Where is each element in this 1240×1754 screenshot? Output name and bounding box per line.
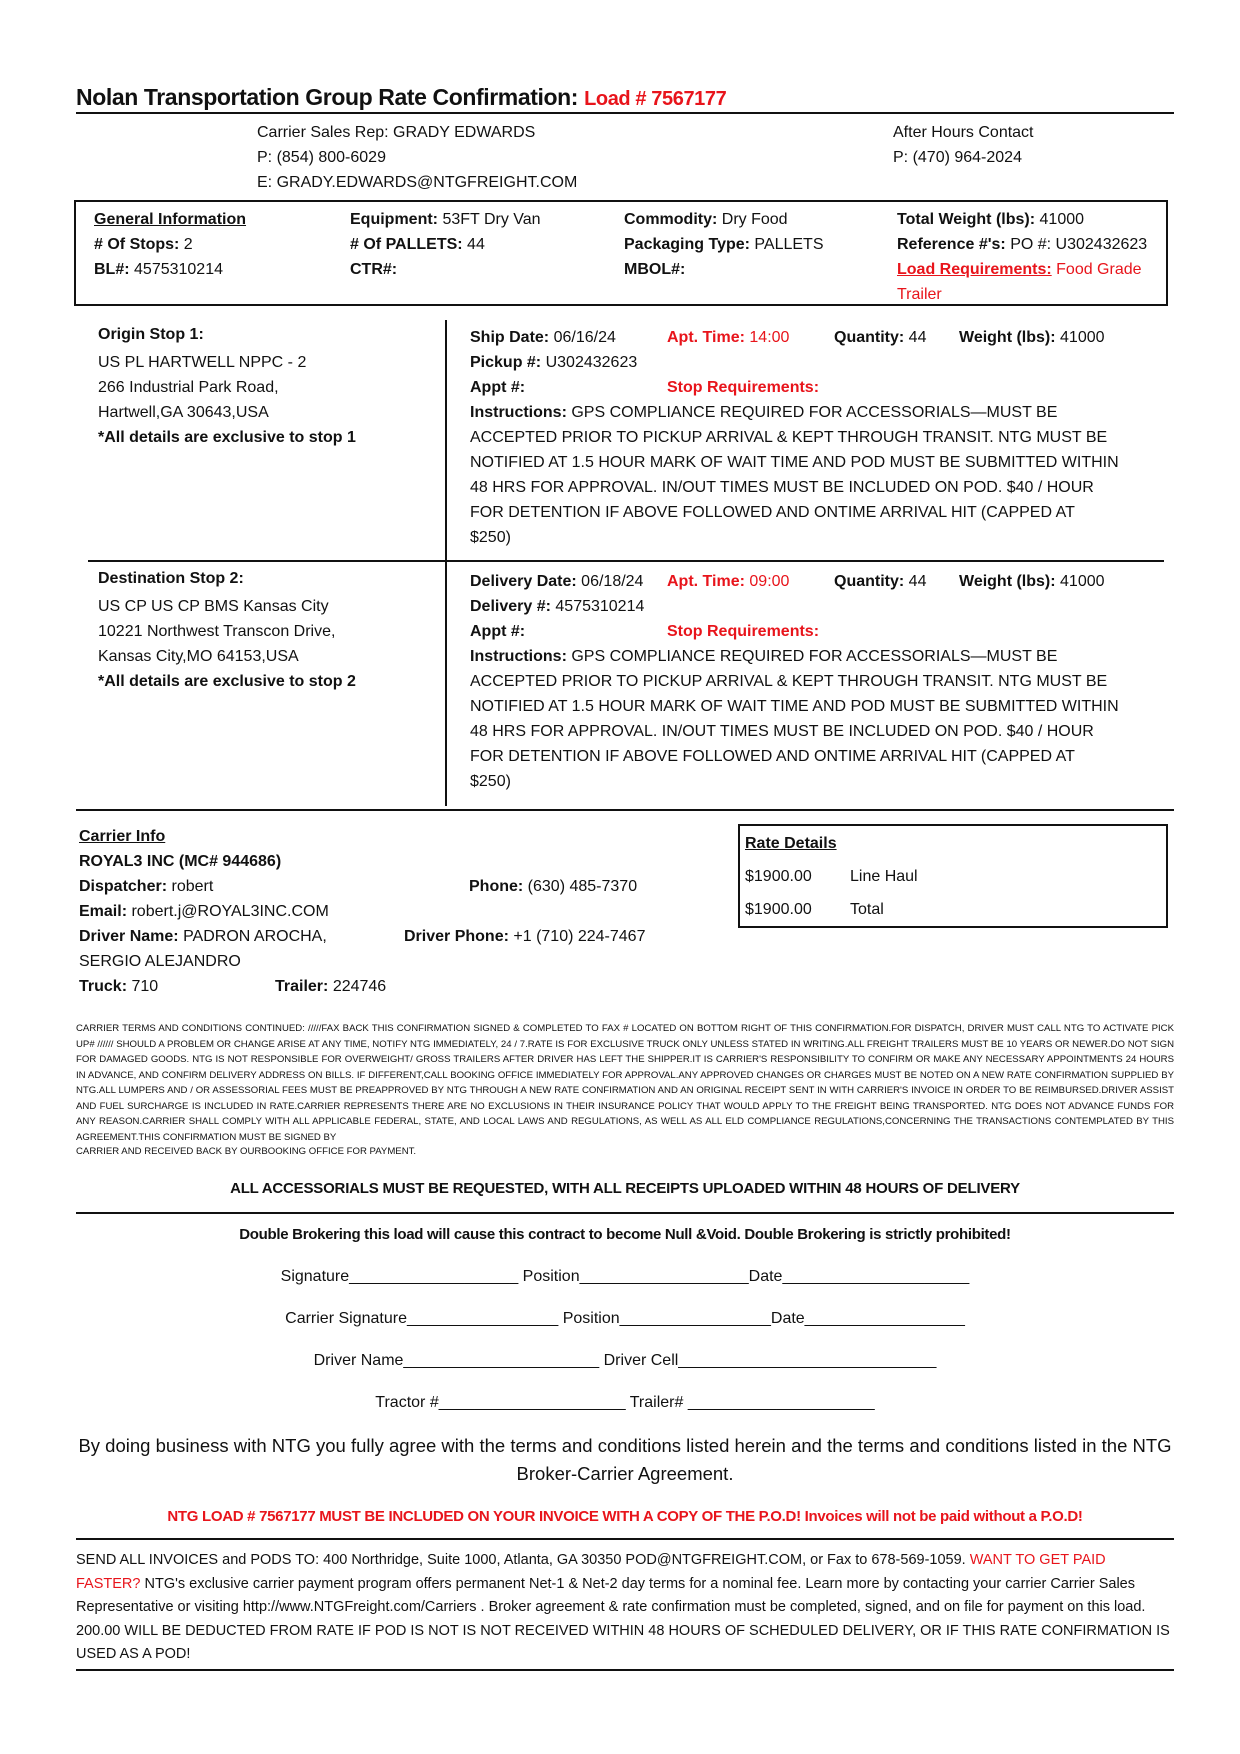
origin-appt-number: Appt #:	[470, 379, 526, 396]
truck-number: Truck: 710	[79, 978, 159, 995]
invoice-rule	[76, 1538, 1174, 1540]
sales-rep-email: E: GRADY.EDWARDS@NTGFREIGHT.COM	[257, 174, 578, 191]
load-number: Load # 7567177	[584, 88, 727, 110]
destination-weight: Weight (lbs): 41000	[959, 573, 1105, 590]
tractor-trailer-line[interactable]: Tractor #_____________________ Trailer# _____________________	[375, 1394, 875, 1411]
pallets-count: # Of PALLETS: 44	[350, 236, 485, 253]
origin-instructions: Instructions: GPS COMPLIANCE REQUIRED FOR ACCESSORIALS—MUST BE ACCEPTED PRIOR TO PICKUP ARRIVAL & KEPT THROUGH TRANSIT. NTG MUST BE NOTIFIED AT 1.5 HOUR MARK OF WAIT TIME AND POD MUST BE SUBMITTED WITHIN 48 HRS FOR APPROVAL. IN/OUT TIMES MUST BE INCLUDED ON POD. $40 / HOUR FOR DETENTION IF ABOVE FOLLOWED AND ONTIME ARRIVAL HIT (CAPPED AT $250)	[470, 404, 1119, 546]
general-info-heading: General Information	[94, 211, 247, 228]
equipment: Equipment: 53FT Dry Van	[350, 211, 541, 228]
carrier-signature-line[interactable]: Carrier Signature_________________ Position_________________Date__________________	[285, 1310, 965, 1327]
bl-number: BL#: 4575310214	[94, 261, 223, 278]
footer-instructions: SEND ALL INVOICES and PODS TO: 400 Northridge, Suite 1000, Atlanta, GA 30350 POD@NTGFREIGHT.COM, or Fax to 678-569-1059. WANT TO GET PAID FASTER? NTG's exclusive carrier payment program offers permanent Net-1 & Net-2 day terms for a nominal fee. Learn more by contacting your carrier Carrier Sales Representative or visiting http://www.NTGFreight.com/Carriers . Broker agreement & rate confirmation must be completed, signed, and on file for payment on this load. 200.00 WILL BE DEDUCTED FROM RATE IF POD IS NOT IS NOT RECEIVED WITHIN 48 HOURS OF SCHEDULED DELIVERY, OR IF THIS RATE CONFIRMATION IS USED AS A POD!	[76, 1552, 1170, 1662]
carrier-email: Email: robert.j@ROYAL3INC.COM	[79, 903, 329, 920]
trailer-number: Trailer: 224746	[275, 978, 387, 995]
stops-divider-vertical	[445, 320, 447, 806]
footer-rule	[76, 1669, 1174, 1671]
terms-last-line: CARRIER AND RECEIVED BACK BY OURBOOKING OFFICE FOR PAYMENT.	[76, 1146, 417, 1157]
carrier-phone: Phone: (630) 485-7370	[469, 878, 638, 895]
commodity: Commodity: Dry Food	[624, 211, 788, 228]
destination-address2: Kansas City,MO 64153,USA	[98, 648, 299, 665]
origin-pickup-number: Pickup #: U302432623	[470, 354, 638, 371]
terms-and-conditions: CARRIER TERMS AND CONDITIONS CONTINUED: /////FAX BACK THIS CONFIRMATION SIGNED & COMPLETED TO FAX # LOCATED ON BOTTOM RIGHT OF THIS CONFIRMATION.FOR DISPATCH, DRIVER MUST CALL NTG TO ACTIVATE PICK UP# ////// SHOULD A PROBLEM OR CHANGE ARISE AT ANY TIME, NOTIFY NTG IMMEDIATELY, 24 / 7.RATE IS FOR EXCLUSIVE TRUCK ONLY UNLESS STATED IN WRITING.ALL FREIGHT TRAILERS MUST BE 10 YEARS OR NEWER.DO NOT SIGN FOR DAMAGED GOODS. NTG IS NOT RESPONSIBLE FOR OVERWEIGHT/ GROSS TRAILERS AFTER DRIVER HAS LEFT THE SHIPPER.IT IS CARRIER'S RESPONSIBILITY TO CONFIRM OR MAKE ANY NECESSARY APPOINTMENTS 24 HOURS IN ADVANCE, AND CONFIRM DELIVERY ADDRESS ON BILLS. IF DIFFERENT,CALL BOOKING OFFICE IMMEDIATELY FOR APPROVAL.ANY APPROVED CHANGES OR CHARGES MUST BE NOTED ON A NEW RATE CONFIRMATION SUPPLIED BY NTG.ALL LUMPERS AND / OR ASSESSORIAL FEES MUST BE PREAPPROVED BY NTG THROUGH A NEW RATE CONFIRMATION AND AN ORIGINAL RECEIPT SENT IN WITH CARRIER'S INVOICE IN ORDER TO BE REIMBURSED.DRIVER ASSIST AND FUEL SURCHARGE IS INCLUDED IN RATE.CARRIER REPRESENTS THERE ARE NO EXCLUSIONS IN THEIR INSURANCE POLICY THAT WOULD APPLY TO THE FREIGHT BEING TRANSPORTED. NTG DOES NOT ADVANCE FUNDS FOR ANY REASON.CARRIER SHALL COMPLY WITH ALL APPLICABLE FEDERAL, STATE, AND LOCAL LAWS AND REGULATIONS, AS WELL AS ALL ELD COMPLIANCE REGULATIONS,CONCERNING THE TRANSACTIONS CONTEMPLATED BY THIS AGREEMENT.THIS CONFIRMATION MUST BE SIGNED BY	[76, 1023, 1174, 1143]
destination-apt-time: Apt. Time: 09:00	[667, 573, 790, 590]
rate-details-heading: Rate Details	[745, 835, 837, 852]
payment-promo: WANT TO GET PAID FASTER?	[76, 1552, 1106, 1592]
after-hours-phone: P: (470) 964-2024	[893, 149, 1022, 166]
origin-exclusive-note: *All details are exclusive to stop 1	[98, 429, 356, 446]
origin-quantity: Quantity: 44	[834, 329, 927, 346]
origin-apt-time: Apt. Time: 14:00	[667, 329, 790, 346]
stops-count: # Of Stops: 2	[94, 236, 193, 253]
carrier-info-heading: Carrier Info	[79, 828, 166, 845]
stops-divider-horizontal	[88, 560, 1164, 562]
origin-heading: Origin Stop 1:	[98, 326, 204, 343]
packaging-type: Packaging Type: PALLETS	[624, 236, 824, 253]
rate-total-label: Total	[850, 901, 884, 918]
stops-bottom-rule	[76, 809, 1174, 811]
driver-name: Driver Name: PADRON AROCHA,	[79, 928, 327, 945]
driver-name-cont: SERGIO ALEJANDRO	[79, 953, 241, 970]
origin-address1: 266 Industrial Park Road,	[98, 379, 279, 396]
title-text: Nolan Transportation Group Rate Confirmation:	[76, 84, 579, 110]
rate-line-haul-amount: $1900.00	[745, 868, 812, 885]
carrier-company: ROYAL3 INC (MC# 944686)	[79, 853, 282, 870]
after-hours-title: After Hours Contact	[893, 124, 1034, 141]
destination-appt-number: Appt #:	[470, 623, 526, 640]
destination-delivery-date: Delivery Date: 06/18/24	[470, 573, 644, 590]
destination-heading: Destination Stop 2:	[98, 570, 244, 587]
destination-instructions: Instructions: GPS COMPLIANCE REQUIRED FOR ACCESSORIALS—MUST BE ACCEPTED PRIOR TO PICKUP ARRIVAL & KEPT THROUGH TRANSIT. NTG MUST BE NOTIFIED AT 1.5 HOUR MARK OF WAIT TIME AND POD MUST BE SUBMITTED WITHIN 48 HRS FOR APPROVAL. IN/OUT TIMES MUST BE INCLUDED ON POD. $40 / HOUR FOR DETENTION IF ABOVE FOLLOWED AND ONTIME ARRIVAL HIT (CAPPED AT $250)	[470, 648, 1119, 790]
destination-quantity: Quantity: 44	[834, 573, 927, 590]
rate-line-haul-label: Line Haul	[850, 868, 918, 885]
load-requirements-cont: Trailer	[897, 286, 942, 303]
origin-ship-date: Ship Date: 06/16/24	[470, 329, 616, 346]
destination-exclusive-note: *All details are exclusive to stop 2	[98, 673, 356, 690]
destination-address1: 10221 Northwest Transcon Drive,	[98, 623, 336, 640]
driver-phone: Driver Phone: +1 (710) 224-7467	[404, 928, 646, 945]
signature-line[interactable]: Signature___________________ Position___________________Date_____________________	[280, 1268, 970, 1285]
agreement-statement: By doing business with NTG you fully agree with the terms and conditions listed herein and the terms and conditions listed in the NTG Broker-Carrier Agreement.	[78, 1435, 1172, 1484]
destination-delivery-number: Delivery #: 4575310214	[470, 598, 645, 615]
title-rule	[76, 112, 1174, 114]
ctr-number: CTR#:	[350, 261, 398, 278]
destination-name: US CP US CP BMS Kansas City	[98, 598, 329, 615]
load-requirements: Load Requirements: Food Grade	[897, 261, 1142, 278]
driver-info-line[interactable]: Driver Name______________________ Driver Cell_____________________________	[313, 1352, 937, 1369]
rate-total-amount: $1900.00	[745, 901, 812, 918]
sales-rep-name: Carrier Sales Rep: GRADY EDWARDS	[257, 124, 536, 141]
accessorials-notice: ALL ACCESSORIALS MUST BE REQUESTED, WITH ALL RECEIPTS UPLOADED WITHIN 48 HOURS OF DELIVERY	[230, 1180, 1020, 1197]
origin-weight: Weight (lbs): 41000	[959, 329, 1105, 346]
page-title	[76, 84, 726, 111]
sales-rep-phone: P: (854) 800-6029	[257, 149, 386, 166]
rate-details-box	[738, 824, 1168, 928]
total-weight: Total Weight (lbs): 41000	[897, 211, 1085, 228]
origin-name: US PL HARTWELL NPPC - 2	[98, 354, 307, 371]
mbol-number: MBOL#:	[624, 261, 686, 278]
carrier-dispatcher: Dispatcher: robert	[79, 878, 214, 895]
invoice-notice: NTG LOAD # 7567177 MUST BE INCLUDED ON YOUR INVOICE WITH A COPY OF THE P.O.D! Invoices will not be paid without a P.O.D!	[167, 1508, 1083, 1525]
double-brokering-notice: Double Brokering this load will cause this contract to become Null &Void. Double Brokering is strictly prohibited!	[239, 1226, 1011, 1243]
accessorials-rule	[76, 1212, 1174, 1214]
reference-numbers: Reference #'s: PO #: U302432623	[897, 236, 1148, 253]
origin-stop-requirements: Stop Requirements:	[667, 379, 820, 396]
origin-address2: Hartwell,GA 30643,USA	[98, 404, 269, 421]
destination-stop-requirements: Stop Requirements:	[667, 623, 820, 640]
